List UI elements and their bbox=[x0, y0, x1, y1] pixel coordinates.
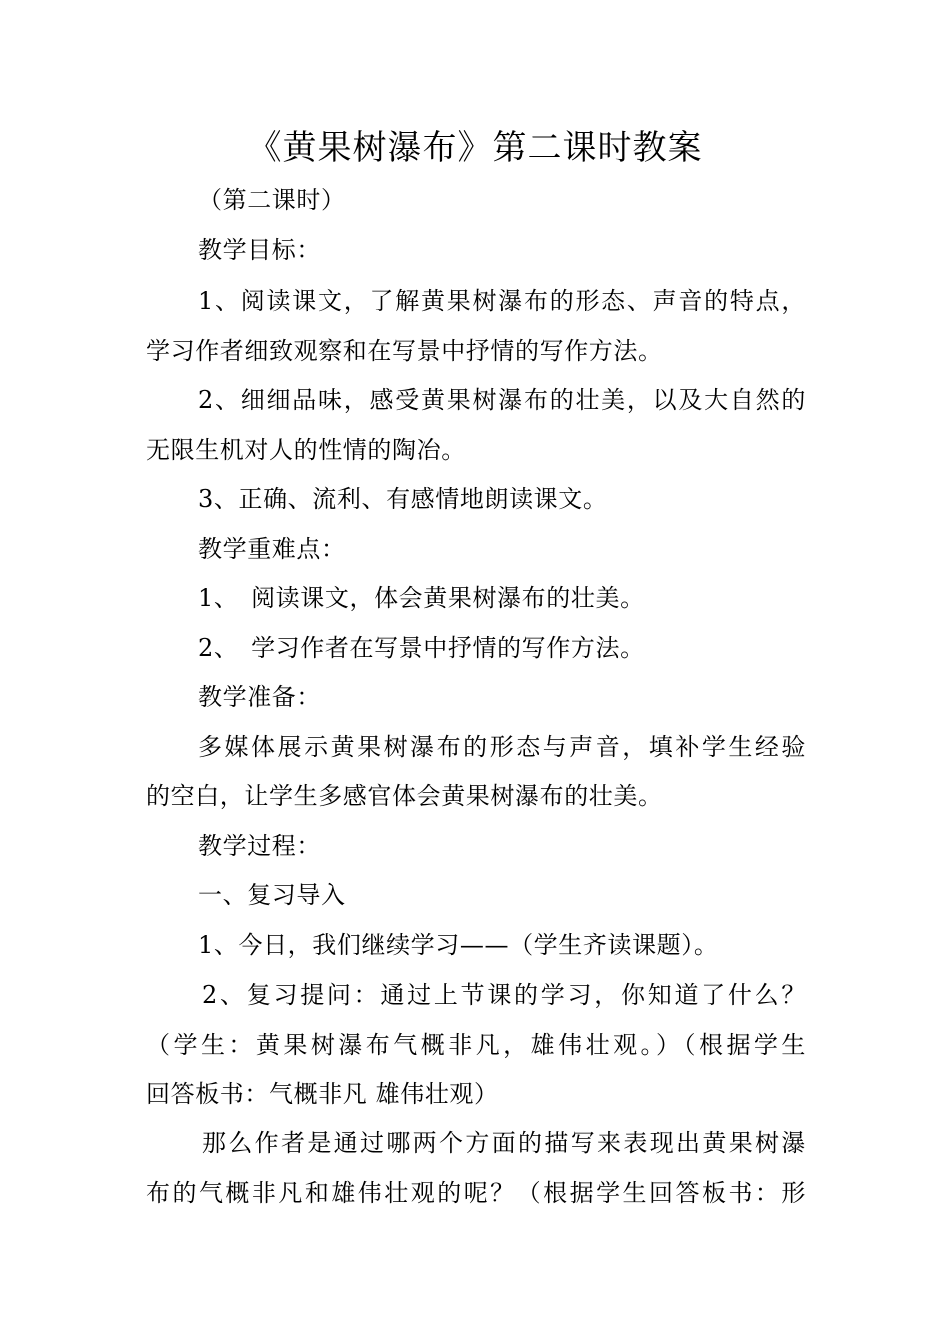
paragraph-line: 多媒体展示黄果树瀑布的形态与声音，填补学生经验 bbox=[198, 733, 806, 761]
section-heading-objectives: 教学目标： bbox=[198, 236, 321, 264]
paragraph-line: 学习作者细致观察和在写景中抒情的写作方法。 bbox=[146, 337, 663, 365]
paragraph-line: 1、今日，我们继续学习——（学生齐读课题）。 bbox=[198, 931, 719, 959]
lesson-subtitle: （第二课时） bbox=[198, 186, 346, 214]
section-heading-preparation: 教学准备： bbox=[198, 683, 321, 711]
paragraph-line: （学生：黄果树瀑布气概非凡，雄伟壮观。）（根据学生 bbox=[146, 1031, 806, 1059]
paragraph-line: 的空白，让学生多感官体会黄果树瀑布的壮美。 bbox=[146, 782, 663, 810]
paragraph-line: 无限生机对人的性情的陶冶。 bbox=[146, 436, 466, 464]
paragraph-line: 回答板书：气概非凡 雄伟壮观） bbox=[146, 1080, 499, 1108]
paragraph-line: 3、正确、流利、有感情地朗读课文。 bbox=[198, 485, 608, 513]
section-heading-key-points: 教学重难点： bbox=[198, 535, 346, 563]
paragraph-line: 那么作者是通过哪两个方面的描写来表现出黄果树瀑 bbox=[202, 1129, 806, 1157]
paragraph-line: 1、阅读课文，了解黄果树瀑布的形态、声音的特点， bbox=[198, 287, 806, 315]
paragraph-line: 2、复习提问：通过上节课的学习，你知道了什么？ bbox=[202, 981, 806, 1009]
section-heading-process: 教学过程： bbox=[198, 832, 321, 860]
document-title: 《黄果树瀑布》第二课时教案 bbox=[247, 128, 703, 168]
list-item: 1、 阅读课文，体会黄果树瀑布的壮美。 bbox=[198, 584, 645, 612]
list-item: 2、 学习作者在写景中抒情的写作方法。 bbox=[198, 634, 645, 662]
paragraph-line: 布的气概非凡和雄伟壮观的呢？（根据学生回答板书：形 bbox=[146, 1179, 806, 1207]
paragraph-line: 2、细细品味，感受黄果树瀑布的壮美，以及大自然的 bbox=[198, 386, 806, 414]
subsection-heading: 一、复习导入 bbox=[198, 881, 346, 909]
